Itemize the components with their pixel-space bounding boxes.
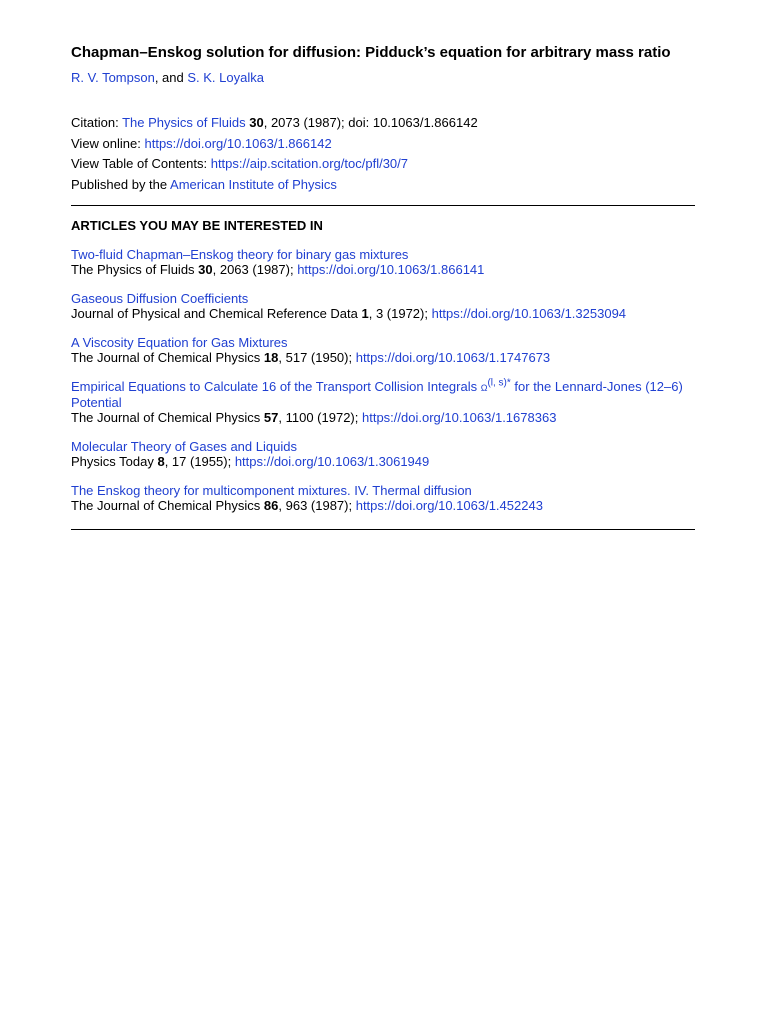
article-meta (71, 113, 695, 195)
citation-rest: , 2073 (1987); doi: 10.1063/1.866142 (263, 115, 478, 130)
related-article-pages-year: , 1100 (1972); (278, 410, 362, 425)
divider-top (71, 205, 695, 206)
publisher-link[interactable]: American Institute of Physics (170, 176, 337, 192)
related-article-source: The Journal of Chemical Physics (71, 498, 264, 513)
related-article (71, 291, 695, 321)
related-article-volume: 8 (157, 454, 165, 469)
related-article-doi-link[interactable]: https://doi.org/10.1063/1.1678363 (361, 410, 557, 425)
related-article-doi-link[interactable]: https://doi.org/10.1063/1.452243 (355, 498, 543, 513)
title-text-part: for the Lennard-Jones (12–6) Potential (71, 379, 683, 410)
related-article-title-link[interactable]: Gaseous Diffusion Coefficients (71, 291, 249, 306)
related-article-reference (71, 306, 695, 321)
related-article-doi-link[interactable]: https://doi.org/10.1063/1.3061949 (234, 454, 430, 469)
related-article-reference (71, 410, 695, 425)
related-articles-heading: ARTICLES YOU MAY BE INTERESTED IN (71, 218, 323, 233)
related-article (71, 439, 695, 469)
toc-line (71, 154, 695, 175)
citation-label: Citation: (71, 115, 123, 130)
publisher-label: Published by the (71, 176, 171, 192)
related-article-pages-year: , 963 (1987); (278, 498, 356, 513)
related-article-pages-year: , 3 (1972); (368, 306, 432, 321)
view-online-label: View online: (71, 135, 145, 151)
divider-bottom (71, 529, 695, 530)
related-article (71, 483, 695, 513)
related-article-source: The Journal of Chemical Physics (71, 410, 264, 425)
related-article-title-link[interactable] (71, 379, 683, 410)
related-article-title-link[interactable]: Two-fluid Chapman–Enskog theory for binary gas mixtures (71, 247, 409, 262)
related-article-volume: 18 (263, 350, 279, 365)
author-link-loyalka[interactable]: S. K. Loyalka (187, 70, 264, 85)
related-article-pages-year: , 517 (1950); (278, 350, 356, 365)
related-articles-list (71, 247, 695, 513)
related-article-volume: 86 (263, 498, 279, 513)
citation-volume: 30 (249, 115, 264, 130)
related-article-volume: 30 (198, 262, 213, 277)
citation-line (71, 113, 695, 134)
related-article-title-link[interactable]: Molecular Theory of Gases and Liquids (71, 439, 297, 454)
related-article (71, 379, 695, 425)
related-article-title-link[interactable]: The Enskog theory for multicomponent mixtures. IV. Thermal diffusion (71, 483, 472, 498)
related-article-reference (71, 454, 695, 469)
related-article-doi-link[interactable]: https://doi.org/10.1063/1.3253094 (431, 306, 627, 321)
related-article-volume: 57 (263, 410, 279, 425)
related-article-reference (71, 350, 695, 365)
journal-link[interactable]: The Physics of Fluids (122, 115, 246, 130)
author-separator: , and (154, 70, 188, 85)
related-article-reference (71, 262, 695, 277)
view-online-link[interactable]: https://doi.org/10.1063/1.866142 (144, 135, 332, 151)
author-link-tompson[interactable]: R. V. Tompson (71, 70, 155, 85)
author-list (71, 70, 695, 86)
view-online-line (71, 134, 695, 155)
omega-superscript: (l, s)* (487, 377, 511, 389)
related-article-doi-link[interactable]: https://doi.org/10.1063/1.1747673 (355, 350, 551, 365)
publisher-line (71, 175, 695, 196)
related-article-source: The Physics of Fluids (71, 262, 199, 277)
related-article (71, 335, 695, 365)
article-title: Chapman–Enskog solution for diffusion: Pidduck’s equation for arbitrary mass ratio (71, 44, 671, 61)
related-article-title-link[interactable]: A Viscosity Equation for Gas Mixtures (71, 335, 288, 350)
related-article-reference (71, 498, 695, 513)
related-article-pages-year: , 17 (1955); (164, 454, 235, 469)
title-text-part: Empirical Equations to Calculate 16 of the Transport Collision Integrals (71, 379, 481, 394)
related-article-pages-year: , 2063 (1987); (212, 262, 298, 277)
related-article-doi-link[interactable]: https://doi.org/10.1063/1.866141 (297, 262, 485, 277)
toc-label: View Table of Contents: (71, 156, 211, 171)
related-article-volume: 1 (361, 306, 369, 321)
toc-link[interactable]: https://aip.scitation.org/toc/pfl/30/7 (210, 156, 408, 171)
related-article (71, 247, 695, 277)
related-article-source: The Journal of Chemical Physics (71, 350, 264, 365)
omega-symbol: Ω (480, 383, 488, 393)
related-article-source: Journal of Physical and Chemical Reference Data (71, 306, 362, 321)
related-article-source: Physics Today (71, 454, 158, 469)
